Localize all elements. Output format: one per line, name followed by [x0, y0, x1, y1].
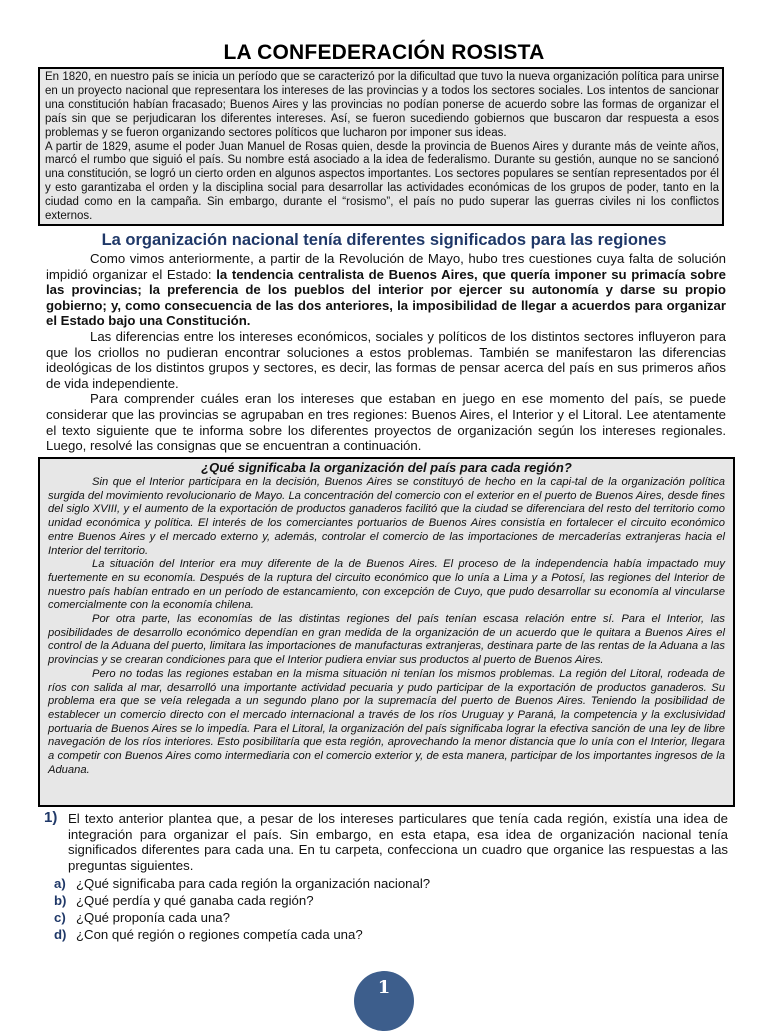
intro-paragraph: En 1820, en nuestro país se inicia un período que se caracterizó por la dificultad que tuvo la nueva organización política para unirse en un proyecto nacional que representara los intereses de las provincias y a todos los sectores sociales. Los intentos de sancionar una constitución habían fracasado; Buenos Aires y las provincias no podían ponerse de acuerdo sobre las formas de organizar el país sin que se perjudicaran los diferentes intereses. Así, se fueron sucediendo gobiernos que buscaron dar respuesta a esos problemas y se fueron organizando sectores políticos que lucharon por imponer sus ideas. — [45, 71, 719, 139]
activity-prompt — [44, 811, 728, 873]
body-paragraph: Para comprender cuáles eran los intereses que estaban en juego en ese momento del país, se puede considerar que las provincias se agrupaban en tres regiones: Buenos Aires, el Interior y el Litoral. Lee atentamente el texto siguiente que te informa sobre los diferentes proyectos de organización según los intereses regionales. Luego, resolvé las consignas que se encuentran a continuación. — [46, 391, 726, 454]
question-text: ¿Qué perdía y qué ganaba cada región? — [76, 893, 314, 909]
question-text: ¿Qué significaba para cada región la organización nacional? — [76, 876, 431, 892]
activity — [44, 811, 728, 943]
body-paragraph-text: Como vimos anteriormente, a partir de la Revolución de Mayo, hubo tres cuestiones cuya falta de solución impidió organizar el Estado: — [46, 251, 726, 282]
question-letter: a) — [54, 876, 66, 892]
question-item — [54, 926, 728, 943]
page-title: LA CONFEDERACIÓN ROSISTA — [223, 41, 545, 64]
reading-paragraph: Por otra parte, las economías de las distintas regiones del país tenían escasa relación entre sí. Para el Interior, las posibilidades de desarrollo económico dependían en gran medida de la organización de un acuerdo que le quitara a Buenos Aires el control de la Aduana del puerto, limitara las importaciones de manufacturas extranjeras, destinara parte de las rentas de la Aduana a las provincias y se crearan condiciones para que el Interior pudiera enviar sus productos al puerto de Buenos Aires. — [48, 613, 725, 667]
intro-paragraph: A partir de 1829, asume el poder Juan Manuel de Rosas quien, desde la provincia de Buenos Aires y durante más de veinte años, marcó el rumbo que siguió el país. Su nombre está asociado a la idea de federalismo. Durante su gestión, aunque no se sancionó una constitución, se logró un cierto orden en algunos aspectos importantes. Los sectores populares se sentían representados por él y esto garantizaba el orden y la disciplina social para desarrollar las actividades económicas de los grupos de poder, tanto en la ciudad como en la campaña. Sin embargo, durante el “rosismo”, el país no pudo superar las guerras civiles ni los conflictos externos. — [45, 140, 719, 223]
question-item — [54, 875, 728, 892]
question-letter: d) — [54, 927, 67, 943]
activity-number: 1) — [44, 809, 58, 826]
intro-box — [38, 67, 724, 226]
body-paragraph-bold: la tendencia centralista de Buenos Aires, que quería imponer su primacía sobre las provincias; la preferencia de los pueblos del interior por ejercer su autonomía y darse su propio gobierno; y, como consecuencia de las dos anteriores, la imposibilidad de llegar a acuerdos para organizar el Estado bajo una Constitución. — [46, 266, 726, 329]
question-text: ¿Qué proponía cada una? — [76, 910, 230, 926]
question-text: ¿Con qué región o regiones competía cada una? — [76, 927, 363, 943]
section-heading: La organización nacional tenía diferentes significados para las regiones — [101, 231, 667, 249]
body-paragraph: Las diferencias entre los intereses económicos, sociales y políticos de los distintos sectores influyeron para que los criollos no pudieran encontrar soluciones a estos problemas. También se manifestaron las diferencias ideológicas de los distintos grupos y sectores, es decir, las formas de pensar acerca del país en sus primeros años de vida independiente. — [46, 328, 726, 391]
body-text — [46, 251, 726, 454]
activity-prompt-text: El texto anterior plantea que, a pesar de los intereses particulares que tenía cada región, existía una idea de integración para organizar el país. Sin embargo, en esta etapa, esa idea de organización nacional tenía significados diferentes para cada una. En tu carpeta, confecciona un cuadro que organice las respuestas a las preguntas siguientes. — [68, 811, 728, 873]
reading-heading: ¿Qué significaba la organización del país para cada región? — [201, 460, 572, 475]
question-list — [54, 875, 728, 943]
reading-paragraph: Pero no todas las regiones estaban en la misma situación ni tenían los mismos problemas. La región del Litoral, rodeada de ríos con salida al mar, desarrolló una importante actividad pecuaria y pudo participar de la exportación de productos ganaderos. Su problema era que se veía relegada a un segundo plano por la supremacía del puerto de Buenos Aires. Teniendo la posibilidad de establecer un comercio directo con el mercado internacional a través de los ríos Uruguay y Paraná, la competencia y la exclusividad portuaria de Buenos Aires se lo impedía. Para el Litoral, la organización del país significaba lograr la efectiva sanción de una ley de libre navegación de los ríos interiores. Esto posibilitaría que esta región, aprovechando la menor distancia que lo unía con el Interior, llegara a competir con Buenos Aires como intermediaria con el comercio exterior y, de esta manera, participar de los importantes ingresos de la Aduana. — [48, 667, 725, 776]
page-number-badge: 1 — [354, 971, 414, 1031]
question-letter: c) — [54, 910, 66, 926]
question-item — [54, 909, 728, 926]
reading-paragraph: La situación del Interior era muy diferente de la de Buenos Aires. El proceso de la independencia había impactado muy fuertemente en su economía. Después de la ruptura del circuito económico que lo unía a Lima y a Potosí, las regiones del Interior de nuestro país habían entrado en un período de estancamiento, con excepción de Cuyo, que pudo desarrollar su economía al vincularse comercialmente con la economía chilena. — [48, 558, 725, 612]
reading-box — [38, 457, 735, 807]
question-item — [54, 892, 728, 909]
reading-paragraph: Sin que el Interior participara en la decisión, Buenos Aires se constituyó de hecho en la capi-tal de la organización política surgida del movimiento revolucionario de Mayo. La concentración del comercio con el exterior en el puerto de Buenos Aires, desde fines del siglo XVIII, y el aumento de la exportación de productos ganaderos facilitó que la ciudad se diferenciara del resto del territorio como unidad económica y política. El interés de los comerciantes portuarios de Buenos Aires consistía en fortalecer el circuito económico entre Buenos Aires y el mercado externo y, además, controlar el comercio de las importaciones de mercaderías extranjeras hacia el Interior del territorio. — [48, 476, 725, 557]
body-paragraph — [46, 251, 726, 329]
question-letter: b) — [54, 893, 67, 909]
